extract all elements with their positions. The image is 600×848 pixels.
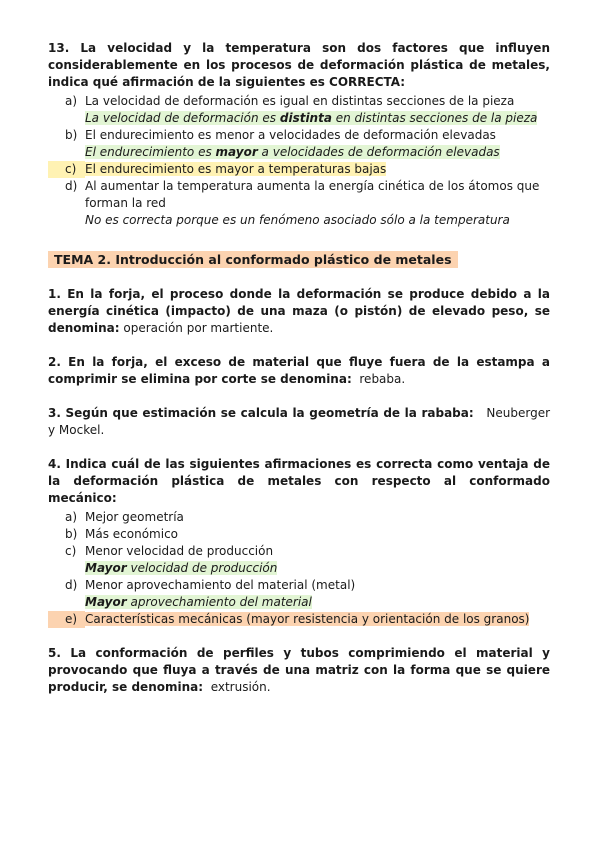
question-13 [48,40,550,91]
answer-2: rebaba. [359,372,406,386]
option-4c: c) Menor velocidad de producción Mayor velocidad de producción [48,543,550,577]
option-4e: e) Características mecánicas (mayor resistencia y orientación de los granos) [48,611,550,628]
option-4d-note: Mayor aprovechamiento del material [85,595,312,609]
option-13c: c) El endurecimiento es mayor a temperaturas bajas [48,161,550,178]
document-page [48,40,550,696]
option-13a-note: La velocidad de deformación es distinta en distintas secciones de la pieza [85,111,538,125]
option-13b: b) El endurecimiento es menor a velocidades de deformación elevadas El endurecimiento es mayor a velocidades de deformación elevadas [48,127,550,161]
option-4d: d) Menor aprovechamiento del material (metal) Mayor aprovechamiento del material [48,577,550,611]
question-4: 4. Indica cuál de las siguientes afirmaciones es correcta como ventaja de la deformación plástica de metales con respecto al conformado mecánico: [48,457,550,505]
option-13c-text: El endurecimiento es mayor a temperaturas bajas [85,162,387,176]
answer-3: Neuberger y Mockel. [48,406,551,437]
question-2: 2. En la forja, el exceso de material que fluye fuera de la estampa a comprimir se elimina por corte se denomina: rebaba. [48,355,550,386]
option-4e-text: Características mecánicas (mayor resistencia y orientación de los granos) [85,612,530,626]
answer-1: operación por martiente. [123,321,274,335]
option-13d: d) Al aumentar la temperatura aumenta la energía cinética de los átomos que forman la red No es correcta porque es un fenómeno asociado sólo a la temperatura [48,178,550,229]
question-4-options [48,509,550,628]
option-13a: a) La velocidad de deformación es igual en distintas secciones de la pieza La velocidad de deformación es distinta en distintas secciones de la pieza [48,93,550,127]
section-heading: TEMA 2. Introducción al conformado plástico de metales [48,251,458,268]
option-4b: b) Más económico [65,527,179,541]
option-13a-text: La velocidad de deformación es igual en distintas secciones de la pieza [85,94,515,108]
option-13d-text: Al aumentar la temperatura aumenta la energía cinética de los átomos que forman la red [85,179,540,210]
question-13-title: 13. La velocidad y la temperatura son dos factores que influyen considerablemente en los procesos de deformación plástica de metales, indica qué afirmación de la siguientes es CORRECTA: [48,41,550,89]
option-4a: a) Mejor geometría [65,510,184,524]
answer-5: extrusión. [210,680,271,694]
question-3: 3. Según que estimación se calcula la geometría de la rababa: Neuberger y Mockel. [48,406,551,437]
question-5: 5. La conformación de perfiles y tubos comprimiendo el material y provocando que fluya a través de una matriz con la forma que se quiere producir, se denomina: extrusión. [48,646,550,694]
option-13b-text: El endurecimiento es menor a velocidades de deformación elevadas [85,128,496,142]
question-1: 1. En la forja, el proceso donde la deformación se produce debido a la energía cinética (impacto) de una maza (o pistón) de elevado peso, se denomina: operación por martiente. [48,287,550,335]
question-13-options [48,93,550,229]
option-4c-note: Mayor velocidad de producción [85,561,278,575]
option-13b-note: El endurecimiento es mayor a velocidades de deformación elevadas [85,145,500,159]
option-13d-note: No es correcta porque es un fenómeno asociado sólo a la temperatura [85,213,510,227]
